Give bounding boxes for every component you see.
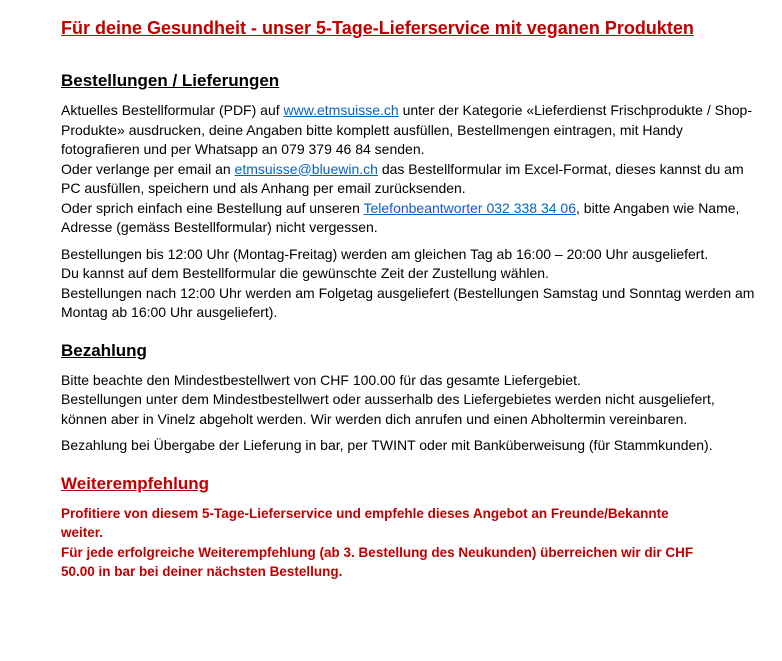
email-link[interactable]: etmsuisse@bluewin.ch — [234, 160, 378, 177]
page-title: Für deine Gesundheit - unser 5-Tage-Lieferservice mit veganen Produkten — [61, 18, 694, 38]
orders-p1-post: unter der Kategorie «Lieferdienst Frischprodukte / Shop-Produkte» ausdrucken, deine Angaben bitte komplett ausfüllen, Bestellmengen eintragen, mit Handy fotografieren und per Whatsapp an 079 379 46 84 senden. — [61, 102, 752, 157]
orders-delivery-time-choice: Du kannst auf dem Bestellformular die gewünschte Zeit der Zustellung wählen. — [61, 265, 549, 281]
payment-minimum-order: Bitte beachte den Mindestbestellwert von CHF 100.00 für das gesamte Liefergebiet. — [61, 371, 581, 388]
website-link[interactable]: www.etmsuisse.ch — [283, 102, 399, 118]
orders-p3-post: , bitte Angaben wie Name, Adresse (gemäss Bestellformular) nicht vergessen. — [61, 199, 740, 235]
orders-delivery-same-day: Bestellungen bis 12:00 Uhr (Montag-Freitag) werden am gleichen Tag ab 16:00 – 20:00 Uhr ausgeliefert. — [61, 245, 709, 262]
payment-methods: Bezahlung bei Übergabe der Lieferung in bar, per TWINT oder mit Banküberweisung (für Stammkunden). — [61, 437, 713, 453]
orders-p2-pre: Oder verlange per email an — [61, 160, 235, 177]
referral-offer: Profitiere von diesem 5-Tage-Lieferservice und empfehle dieses Angebot an Freunde/Bekannte weiter. — [61, 505, 669, 540]
orders-heading: Bestellungen / Lieferungen — [61, 71, 280, 90]
orders-paragraph-pdf — [61, 101, 761, 160]
orders-p1-pre: Aktuelles Bestellformular (PDF) auf — [61, 102, 284, 118]
orders-paragraph-email — [61, 160, 761, 199]
orders-delivery-next-day: Bestellungen nach 12:00 Uhr werden am Folgetag ausgeliefert (Bestellungen Samstag und Sonntag werden am Montag ab 16:00 Uhr ausgeliefert). — [61, 284, 755, 320]
payment-below-minimum: Bestellungen unter dem Mindestbestellwert oder ausserhalb des Liefergebietes werden nicht ausgeliefert, können aber in Vinelz abgeholt werden. Wir werden dich anrufen und einen Abholtermin vereinbaren. — [61, 391, 715, 427]
orders-p3-pre: Oder sprich einfach eine Bestellung auf unseren — [61, 199, 364, 216]
orders-paragraph-phone — [61, 199, 761, 238]
referral-heading: Weiterempfehlung — [61, 473, 209, 493]
referral-reward: Für jede erfolgreiche Weiterempfehlung (ab 3. Bestellung des Neukunden) überreichen wir dir CHF 50.00 in bar bei deiner nächsten Bestellung. — [61, 544, 694, 579]
phone-link[interactable]: Telefonbeantworter 032 338 34 06 — [363, 199, 576, 216]
payment-heading: Bezahlung — [61, 340, 147, 360]
orders-p2-post: das Bestellformular im Excel-Format, dieses kannst du am PC ausfüllen, speichern und als Anhang per email zurücksenden. — [61, 160, 744, 196]
